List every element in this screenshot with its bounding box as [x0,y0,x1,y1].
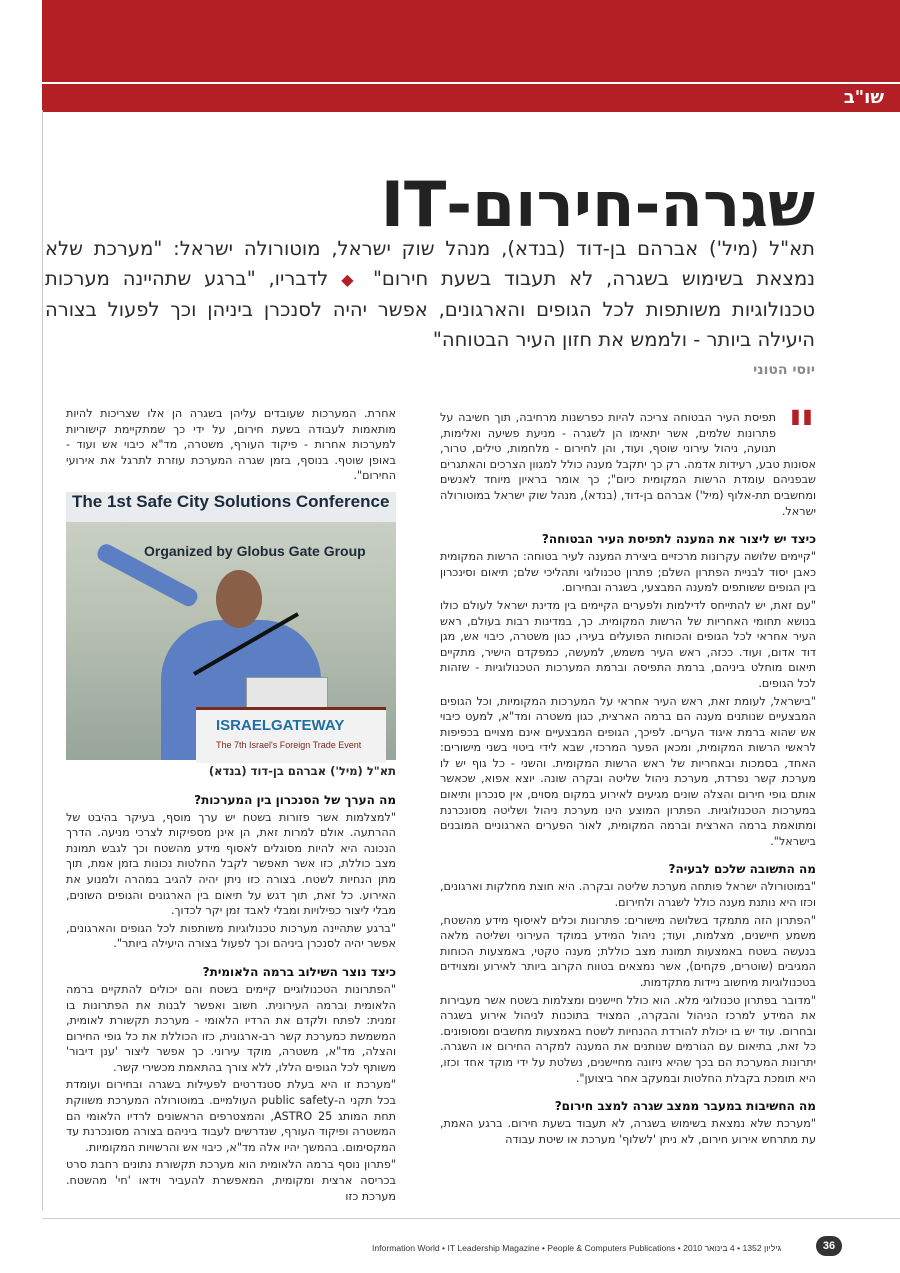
photo-banner-strip [66,492,396,522]
left-column-question-heading: כיצד נוצר השילוב ברמה הלאומית? [202,964,396,979]
subtitle-part1: תא"ל (מיל') אברהם בן-דוד (בנדא), מנהל שוק ישראל, מוטורולה ישראל: "מערכת שלא נמצאת בשימוש בשגרה, לא תעבוד בשעת חירום" [45,237,816,290]
footer-text: Information World • IT Leadership Magazine • People & Computers Publications • 2010 גיליון 1352 • 4 בינואר [372,1243,782,1253]
left-column-paragraph: "מערכת זו היא בעלת סטנדרטים לפעילות בשגרה ובחירום ועומדת בכל תקני ה-public safety העולמיים. במוטורולה המערכת משווקת תחת המותג ASTRO 25, והמצטרפים הראשונים לרדיו הלאומי הם המשטרה ופיקוד העורף, שנדרשים לעבוד ביניהם בצורה מסונכרנת עד המקסימום. בהמשך יהיו אלה מד"א, כיבוי אש והרשויות המקומיות. [66,1078,396,1154]
right-column-paragraph: "בישראל, לעומת זאת, ראש העיר אחראי על המערכות המקומיות, וכל הגופים המבצעיים שנותנים מענה הם ברמה הארצית, כגון משטרה ומד"א, למעט כיבוי אש שהוא ברמת איגוד הערים. לפיכך, הגופים המבצעיים אינם מצויים בכפיפות לראשי הרשות המקומית, ומכאן הפער המרכזי, שבא לידי ביטוי בשני מישורים: האחד, בסמכות ובאחריות של ראש הרשות המקומית. והשני - כל גוף יש לו מערכת קשר נפרדת, מערכת ניהול שליטה ובקרה שונה. יוצא אפוא, שכאשר אותם גופי חירום והצלה שונים מגיעים לאירוע במקום מסוים, אין סנכרון ותיאום במערכות הטכנולוגיות. הפתרון המוצע הינו מערכת ניהול ושליטה מסונכרנת ומתואמת ברמה הארצית וברמה המקומית, לאור הפערים הארגוניים המובנים בישראל". [440,694,816,848]
left-column-paragraph: "למצלמות אשר פזורות בשטח יש ערך מוסף, בעיקר בהיבט של ההרתעה. אולם למרות זאת, הן אינן מספיקות לצרכי מניעה. הדרך הנכונה היא להיות מסוגלים לאסוף מידע מהשטח וכך לגבש תמונת מצב כוללת, כזו אשר תאפשר לקבל החלטות נכונות בזמן אמת, תוך מתן הנחיות לשטח. בצורה כזו ניתן יהיה להגיב במהרה ולמנוע את האירוע. כל זאת, תוך דגש על תיאום בין הארגונים והגופים השונים, מבלי ליצור כפילויות ומבלי לאבד זמן יקר לכדוך. [66,810,396,918]
article-photo [66,492,396,760]
subtitle-part2: לדבריו, "ברגע שתהיינה מערכות טכנולוגיות משותפות לכל הגופים והארגונים, אפשר יהיה לסנכרן ביניהן וכך לפעול בצורה היעילה ביותר - ולממש את חזון העיר הבטוחה" [45,267,815,351]
right-column-paragraph: "מערכת שלא נמצאת בשימוש בשגרה, לא תעבוד בשעת חירום. ברגע האמת, עת מתרחש אירוע חירום, לא ניתן 'לשלוף' מערכת או שיטת עבודה [440,1117,816,1146]
right-column-body [440,399,816,1147]
left-column-question-heading: מה הערך של הסנכרון בין המערכות? [194,792,396,807]
left-margin-rule [42,110,43,1210]
footer-rule [42,1218,900,1219]
byline: יוסי הטוני [753,362,815,378]
category-strip [42,82,900,112]
article-subtitle [45,234,815,355]
right-column-paragraph: "במוטורולה ישראל פותחה מערכת שליטה ובקרה. היא חוצת מחלקות וארגונים, וכזו היא נותנת מענה כולל לשגרה ולחירום. [440,880,816,910]
article-title: שגרה-חירום-IT [380,168,815,241]
speaker-head [216,570,262,628]
left-column-paragraph: "ברגע שתהיינה מערכות טכנולוגיות משותפות לכל הגופים והארגונים, אפשר יהיה לסנכרן ביניהם וכך לפעול בצורה היעילה ביותר". [66,921,396,951]
right-column-paragraph: "קיימים שלושה עקרונות מרכזיים ביצירת המענה לעיר בטוחה: הרשות המקומית כאבן יסוד לבניית הפתרון השלם; פתרון טכנולוגי ותהליכי שלם; תיאום וסינכרון בין הגופים ששותפים למענה המבצעי, בשגרה ובחירום. [440,550,816,595]
photo-caption: תא"ל (מיל') אברהם בן-דוד (בנדא) [208,763,396,778]
left-column-body [66,792,396,1205]
left-column-paragraph: "הפתרונות הטכנולוגיים קיימים בשטח והם יכולים להתקיים ברמה הלאומית וברמה העירונית. חשוב ואפשר לבנות את הפתרונות בו זמנית: לפתח ולקדם את הרדיו הלאומי - מערכת תקשורת לאומית, המשמשת כמערכת קשר רב-ארגונית, כזו הכוללת את כל גופי החירום והצלה, מד"א, משטרה, מוקד עירוני. כך אפשר ליצור 'ענן דיבור' משותף לכל הגופים הללו, ללא צורך בהתאמת מכשירי קשר. [66,982,396,1074]
right-column-paragraph: "עם זאת, יש להתייחס לדילמות ולפערים הקיימים בין מדינת ישראל לעולם כולו בנושא תחומי האחריות של הרשות המקומית. כך, במדינות רבות בעולם, ראש העיר אחראי לכל הגופים והכוחות הפועלים בעירו, כגון משטרה, כיבוי אש, מגן דוד אדום, ועוד. ככזה, ראש העיר משמש, למעשה, כמפקדם הישיר, מתקיים תיאום מוחלט ביניהם, ברמת התפיסה וברמת המערכות הטכנולוגיות - שזהות לכל הגופים. [440,598,816,690]
podium-subtext: The 7th Israel's Foreign Trade Event [216,739,362,750]
diamond-icon: ◆ [341,270,361,289]
right-column-paragraph: תפיסת העיר הבטוחה צריכה להיות כפרשנות מרחיבה, תוך חשיבה על פתרונות שלמים, אשר יתאימו הן לשגרה - מניעת פשיעה ואלימות, תנועה, ניהול עירוני שוטף, ועוד, והן לחירום - מלחמות, טילים, טרור, אסונות טבע, רעידות אדמה. רק כך יתקבל מענה כולל למגוון הצרכים והאתגרים שבפניהם עומדת הרשות המקומית כיום"; כך אומר בראיון מיוחד לאנשים ומחשבים תת-אלוף (מיל') אברהם בן-דוד, (בנדא), מנהל שוק ישראל במוטורולה ישראל. [440,411,816,518]
left-column [66,406,396,1203]
left-column-paragraph: "פתרון נוסף ברמה הלאומית הוא מערכת תקשורת נתונים רחבת סרט בכריסה ארצית ומקומית, המאפשרת להעביר וידאו 'חי' מהשטח. מערכת כזו [66,1158,396,1203]
photo-organizer-text: Organized by Globus Gate Group [144,542,366,559]
top-color-band [42,0,900,82]
right-column-paragraph: "מדובר בפתרון טכנולוגי מלא. הוא כולל חיישנים ומצלמות בשטח אשר מעבירות את המידע למרכז הניהול והבקרה, המצויד בתוכנות לניהול אירוע בשגרה ובחרום. עוד יש בו יכולת להורדת ההנחיות לשטח באמצעות מחשבים ומסופונים. כל זאת, בתיאום עם הגורמים שנותנים את המענה למקרה החירום או השגרה. יתרונות המערכת הם בכך שהיא ניזונה מחיישנים, נשלטת על ידי מוקד אחד וכזו, היא תומכת בקבלת החלטות ובמעקב אחר ביצוען". [440,993,816,1085]
right-column-question-heading: מה התשובה שלכם לבעיה? [668,862,816,877]
right-column-question-heading: מה החשיבות במעבר ממצב שגרה למצב חירום? [554,1099,816,1114]
left-column-continuation: אחרת. המערכות שעובדים עליהן בשגרה הן אלו שצריכות להיות מותאמות לעבודה בשעת חירום, על ידי כך שמתקיימת קישוריות למערכות אחרות - פיקוד העורף, משטרה, מד"א כיבוי אש ועוד - באופן שוטף. בנוסף, בזמן שגרה המערכת עוזרת לתרגל את אירועי החירום". [66,407,396,483]
right-column [440,399,816,1190]
right-column-question-heading: כיצד יש ליצור את המענה לתפיסת העיר הבטוחה? [541,532,816,547]
podium-logo-text: ISRAELGATEWAY [216,716,345,734]
photo-banner-text: The 1st Safe City Solutions Conference [72,491,390,511]
page-number: 36 [816,1236,842,1256]
right-column-paragraph: "הפתרון הזה מתמקד בשלושה מישורים: פתרונות וכלים לאיסוף מידע מהשטח, משמע חיישנים, מצלמות, ועוד; ניהול המידע במוקד העירוני ושליטה מלאה בנעשה בשטח באמצעות תמונת מצב כוללת; מענה טקטי, באמצעות הכוחות המגיבים (שוטרים, פקחים), אשר נמצאים בטווח הקרוב ביותר לאירוע ומצוידים בטכנולוגיות מיחשוב ניידות מתקדמות. [440,913,816,989]
quote-mark-icon: " [786,399,816,465]
podium [196,707,386,763]
section-label: שו"ב [843,87,884,108]
